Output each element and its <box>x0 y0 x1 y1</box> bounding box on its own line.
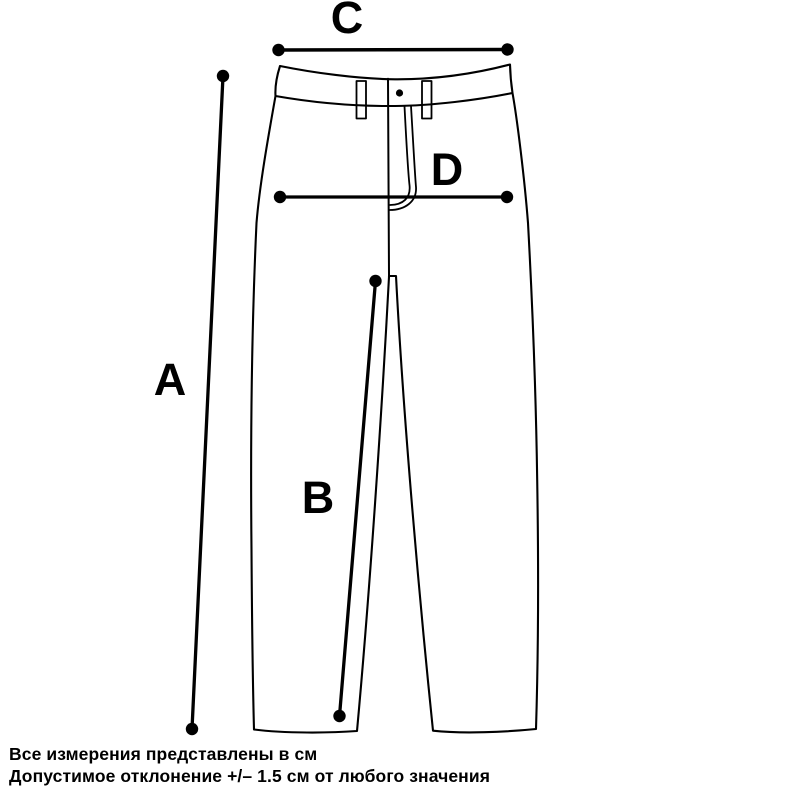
measurement-label-a: A <box>153 354 187 405</box>
measurement-endpoint-dot <box>186 723 198 735</box>
pants-drawing <box>251 65 538 733</box>
measurement-endpoint-dot <box>333 710 345 722</box>
measurement-endpoint-dot <box>501 43 513 55</box>
waist-button <box>396 89 403 96</box>
measurement-endpoint-dot <box>272 44 284 56</box>
measurement-label-c: C <box>330 0 364 43</box>
note-units: Все измерения представлены в см <box>9 744 318 764</box>
measurement-label-b: B <box>301 472 335 523</box>
pants-outline <box>251 65 538 733</box>
measurement-endpoint-dot <box>217 70 229 82</box>
measurement-line-c <box>279 50 508 51</box>
measurement-a <box>154 70 229 735</box>
measurement-line-a <box>192 76 223 729</box>
center-front-seam <box>388 79 389 276</box>
measurement-endpoint-dot <box>501 191 513 203</box>
measurement-endpoint-dot <box>369 275 381 287</box>
note-tolerance: Допустимое отклонение +/– 1.5 см от любого значения <box>9 766 491 786</box>
measurement-endpoint-dot <box>274 191 286 203</box>
measurement-label-d: D <box>430 144 464 195</box>
measurement-c <box>272 0 513 56</box>
